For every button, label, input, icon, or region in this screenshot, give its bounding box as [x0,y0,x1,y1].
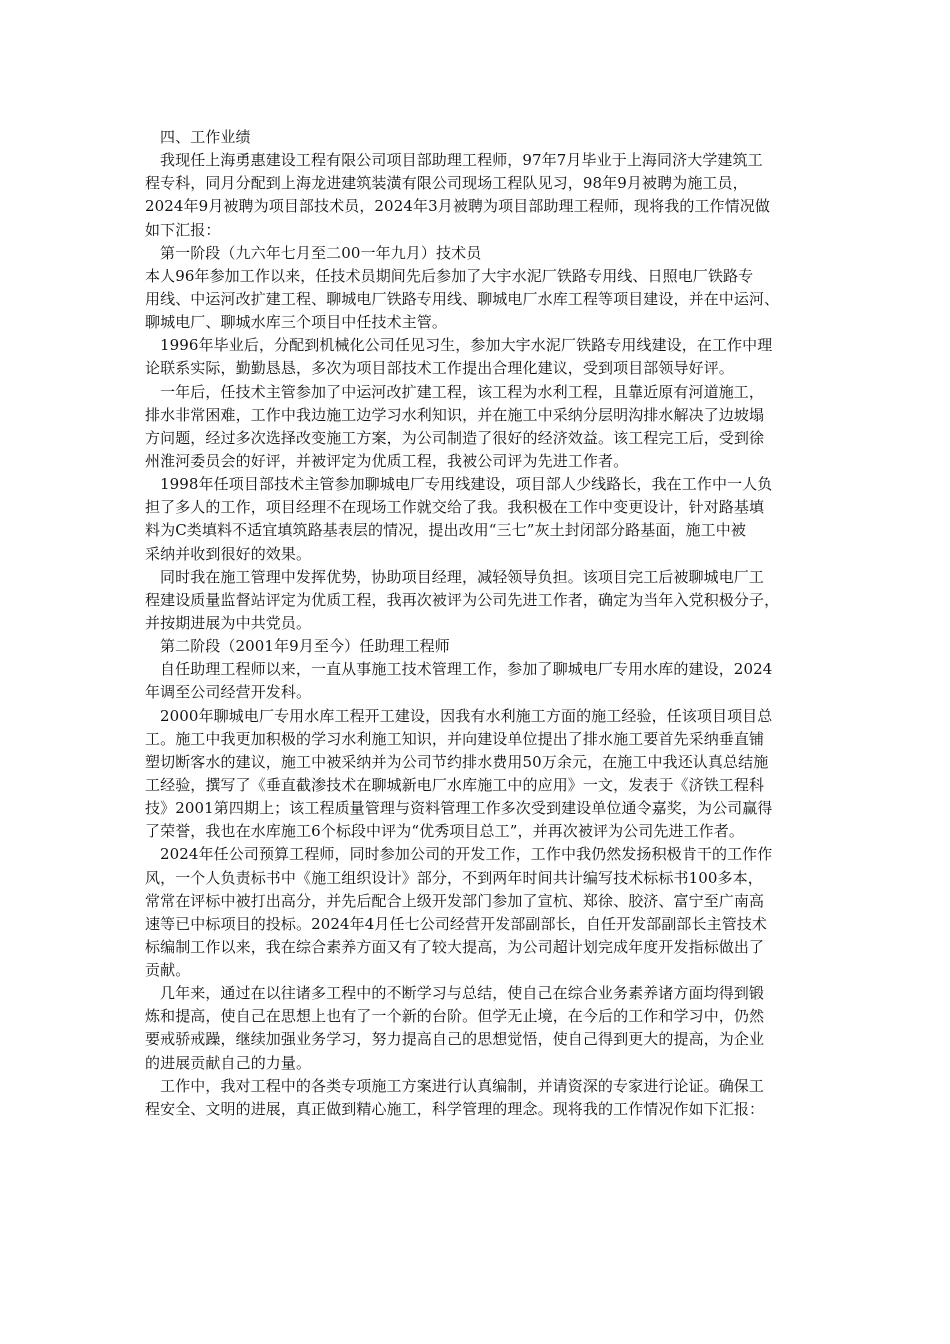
text-line: 2024年任公司预算工程师，同时参加公司的开发工作，工作中我仍然发扬积极肯干的工作作 [160,845,773,864]
text-line: 用线、中运河改扩建工程、聊城电厂铁路专用线、聊城电厂水库工程等项目建设，并在中运河、 [145,289,780,308]
text-line: 本人96年参加工作以来，任技术员期间先后参加了大宇水泥厂铁路专用线、日照电厂铁路专 [145,266,754,285]
text-line: 的进展贡献自己的力量。 [145,1053,312,1072]
text-line: 工。施工中我更加积极的学习水利施工知识，并向建设单位提出了排水施工要首先采纳垂直铺 [145,729,765,748]
text-line: 常常在评标中被打出高分，并先后配合上级开发部门参加了宣杭、郑徐、胶济、富宁至广南高 [145,891,765,910]
text-line: 标编制工作以来，我在综合素养方面又有了较大提高，为公司超计划完成年度开发指标做出了 [145,937,765,956]
text-line: 2024年9月被聘为项目部技术员，2024年3月被聘为项目部助理工程师，现将我的工作情况做 [145,197,770,216]
text-line: 方问题，经过多次选择改变施工方案，为公司制造了很好的经济效益。该工程完工后，受到徐 [145,428,765,447]
text-line: 同时我在施工管理中发挥优势，协助项目经理，减轻领导负担。该项目完工后被聊城电厂工 [160,567,765,586]
text-line: 排水非常困难，工作中我边施工边学习水利知识，并在施工中采纳分层明沟排水解决了边坡塌 [145,405,765,424]
text-line: 程安全、文明的进展，真正做到精心施工，科学管理的理念。现将我的工作情况作如下汇报： [145,1099,765,1118]
text-line: 速等已中标项目的投标。2024年4月任七公司经营开发部副部长，自任开发部副部长主管技术 [145,914,768,933]
text-line: 如下汇报： [145,220,221,239]
text-line: 自任助理工程师以来，一直从事施工技术管理工作，参加了聊城电厂专用水库的建设，2024 [160,660,773,679]
text-line: 1998年任项目部技术主管参加聊城电厂专用线建设，项目部人少线路长，我在工作中一人负 [160,475,773,494]
text-line: 年调至公司经营开发科。 [145,683,312,702]
text-line: 工经验，撰写了《垂直截渗技术在聊城新电厂水库施工中的应用》一文，发表于《济铁工程科 [145,775,765,794]
text-line: 四、工作业绩 [160,128,251,146]
text-line: 聊城电厂、聊城水库三个项目中任技术主管。 [145,313,448,332]
text-line: 几年来，通过在以往诸多工程中的不断学习与总结，使自己在综合业务素养诸方面均得到锻 [160,984,765,1003]
text-line: 担了多人的工作，项目经理不在现场工作就交给了我。我积极在工作中变更设计，针对路基填 [145,498,765,517]
text-line: 我现任上海勇惠建设工程有限公司项目部助理工程师，97年7月毕业于上海同济大学建筑工 [160,151,763,170]
text-line: 工作中，我对工程中的各类专项施工方案进行认真编制，并请资深的专家进行论证。确保工 [160,1076,765,1095]
text-line: 风，一个人负责标书中《施工组织设计》部分，不到两年时间共计编写技术标标书100多本， [145,868,763,887]
text-line: 州淮河委员会的好评，并被评定为优质工程，我被公司评为先进工作者。 [145,451,629,470]
text-line: 料为C类填料不适宜填筑路基表层的情况，提出改用“三七”灰土封闭部分路基面，施工中被 [145,521,746,540]
text-line: 要戒骄戒躁，继续加强业务学习，努力提高自己的思想觉悟，使自己得到更大的提高，为企业 [145,1030,765,1049]
text-line: 程建设质量监督站评定为优质工程，我再次被评为公司先进工作者，确定为当年入党积极分子， [145,590,780,609]
document-body [145,126,805,1121]
text-line: 采纳并收到很好的效果。 [145,544,312,563]
text-line: 一年后，任技术主管参加了中运河改扩建工程，该工程为水利工程，且靠近原有河道施工， [160,382,765,401]
text-line: 论联系实际，勤勤恳恳，多次为项目部技术工作提出合理化建议，受到项目部领导好评。 [145,359,734,378]
text-line: 炼和提高，使自己在思想上也有了一个新的台阶。但学无止境，在今后的工作和学习中，仍然 [145,1007,765,1026]
text-line: 第一阶段（九六年七月至二00一年九月）技术员 [160,243,482,262]
text-line: 技》2001第四期上；该工程质量管理与资料管理工作多次受到建设单位通令嘉奖，为公司赢得 [145,799,773,818]
text-line: 贡献。 [145,961,191,980]
text-line: 了荣誉，我也在水库施工6个标段中评为“优秀项目总工”，并再次被评为公司先进工作者。 [145,822,744,841]
text-line: 1996年毕业后，分配到机械化公司任见习生，参加大宇水泥厂铁路专用线建设，在工作中理 [160,336,773,355]
text-line: 塑切断客水的建议，施工中被采纳并为公司节约排水费用50万余元，在施工中我还认真总结施 [145,752,769,771]
text-line: 第二阶段（2001年9月至今）任助理工程师 [160,637,450,656]
text-line: 2000年聊城电厂专用水库工程开工建设，因我有水利施工方面的施工经验，任该项目项目总 [160,706,773,725]
text-line: 程专科，同月分配到上海龙进建筑装潢有限公司现场工程队见习，98年9月被聘为施工员， [145,174,748,193]
text-line: 并按期进展为中共党员。 [145,613,312,632]
